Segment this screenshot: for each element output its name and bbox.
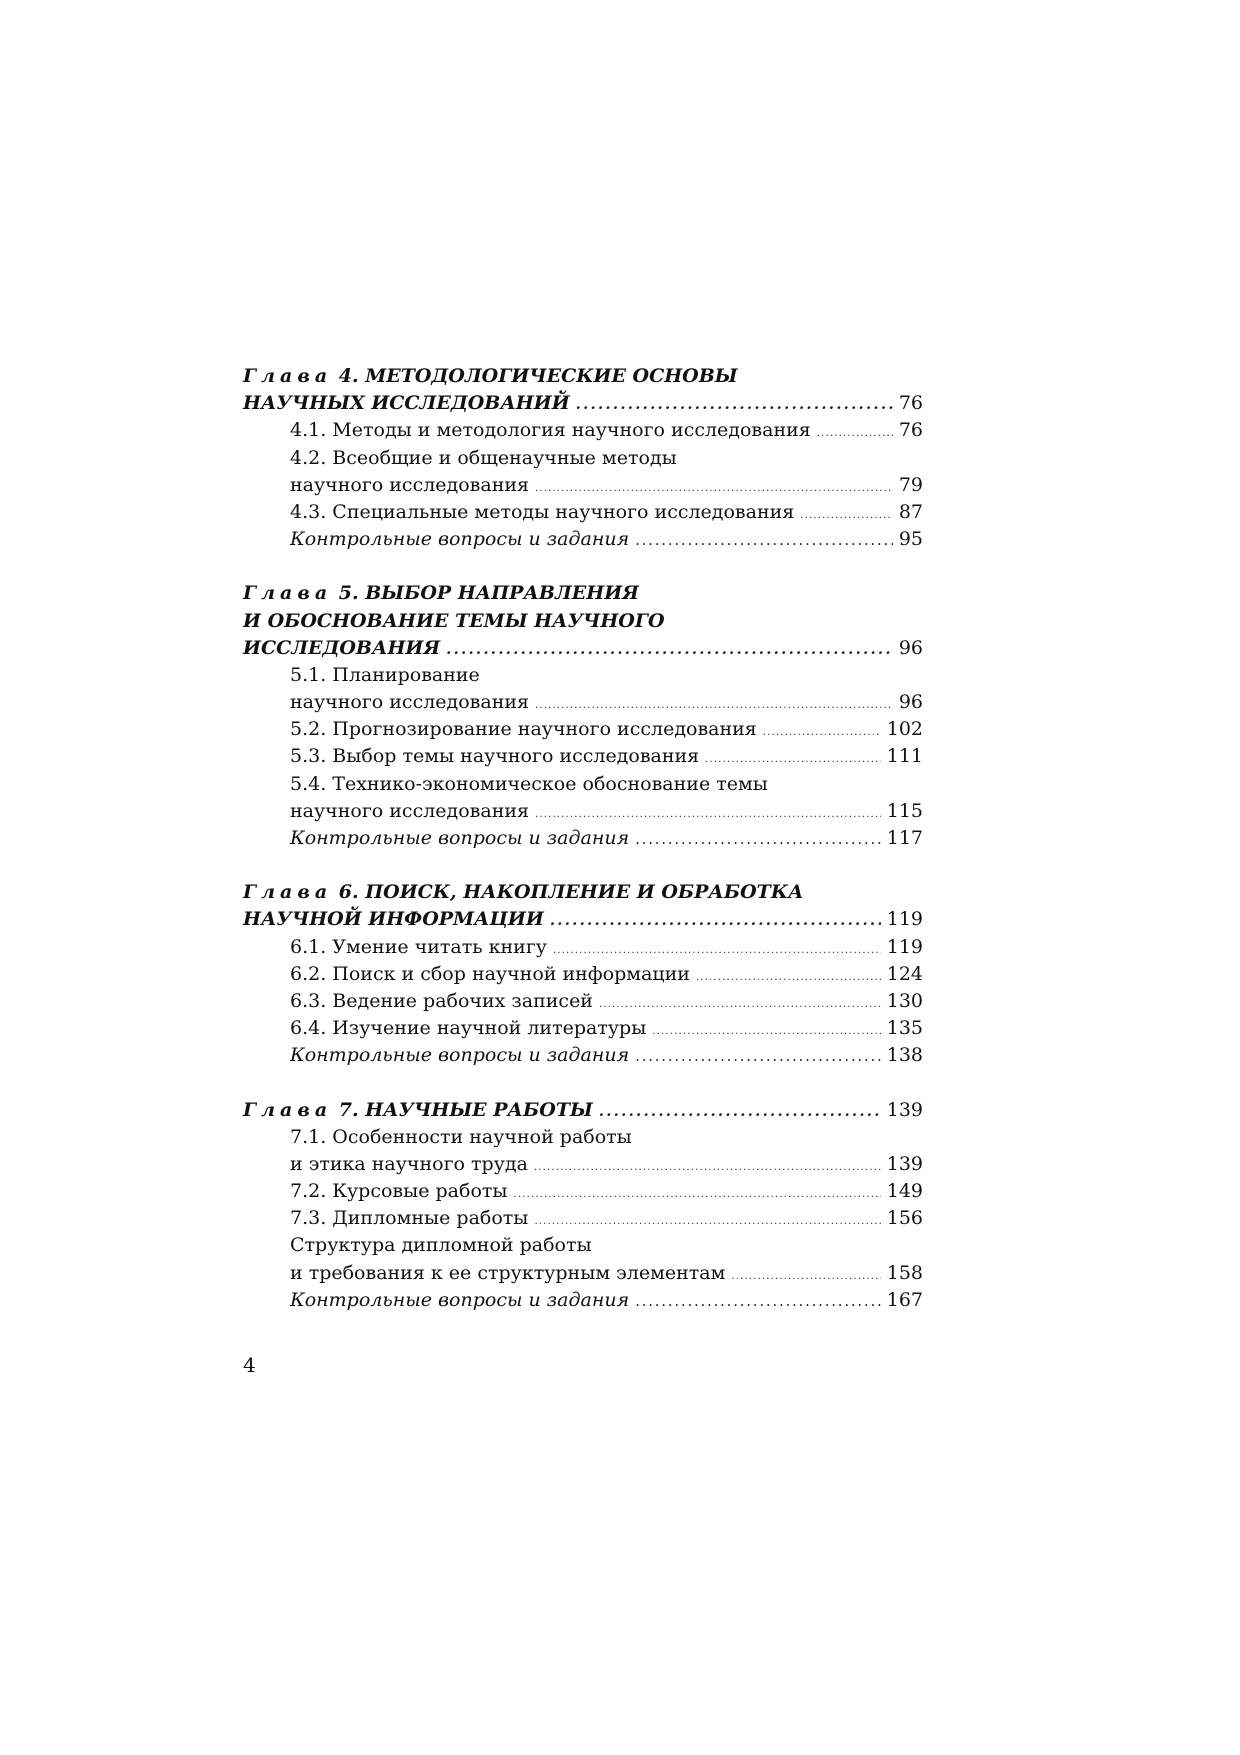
entry-title: Контрольные вопросы и задания xyxy=(290,528,630,551)
leader-dots xyxy=(550,906,881,934)
chapter-heading-line xyxy=(243,363,923,390)
page-ref: 156 xyxy=(886,1207,923,1230)
entry-title: 7.2. Курсовые работы xyxy=(290,1180,508,1203)
chapter-title: И ОБОСНОВАНИЕ ТЕМЫ НАУЧНОГО xyxy=(243,609,665,632)
entry-title: 6.4. Изучение научной литературы xyxy=(290,1017,647,1040)
chapter-heading-line xyxy=(243,580,923,607)
leader-dots xyxy=(535,472,893,502)
entry-title: научного исследования xyxy=(290,691,530,714)
toc-entry xyxy=(243,825,923,852)
leader-dots xyxy=(599,1097,881,1125)
toc-entry-line xyxy=(243,1232,923,1259)
leader-dots xyxy=(652,1015,880,1045)
leader-dots xyxy=(553,934,881,964)
chapter-heading-line xyxy=(243,879,923,906)
toc-entry xyxy=(243,988,923,1015)
toc-entry xyxy=(243,1205,923,1232)
toc-entry xyxy=(243,689,923,716)
toc-entry xyxy=(243,1178,923,1205)
page-ref: 149 xyxy=(886,1180,923,1203)
leader-dots xyxy=(817,417,893,447)
leader-dots xyxy=(514,1178,881,1208)
chapter-4 xyxy=(243,363,923,553)
toc-entry-line xyxy=(243,662,923,689)
page-ref: 158 xyxy=(886,1261,923,1284)
page-ref: 124 xyxy=(886,962,923,985)
entry-title: Структура дипломной работы xyxy=(290,1234,592,1257)
chapter-title: 4. МЕТОДОЛОГИЧЕСКИЕ ОСНОВЫ xyxy=(338,365,738,387)
entry-title: 6.2. Поиск и сбор научной информации xyxy=(290,962,690,985)
leader-dots xyxy=(635,526,893,554)
toc-entry-line xyxy=(243,445,923,472)
chapter-6 xyxy=(243,879,923,1069)
entry-title: и требования к ее структурным элементам xyxy=(290,1261,726,1284)
toc-entry xyxy=(243,472,923,499)
leader-dots xyxy=(446,635,893,663)
page-ref: 87 xyxy=(898,500,923,523)
leader-dots xyxy=(534,1151,881,1181)
leader-dots xyxy=(535,798,881,828)
page-ref: 139 xyxy=(886,1152,923,1175)
leader-dots xyxy=(731,1260,880,1290)
chapter-prefix: Глава xyxy=(243,365,333,387)
page-ref: 102 xyxy=(886,718,923,741)
chapter-7 xyxy=(243,1097,923,1315)
page-number: 4 xyxy=(243,1353,256,1377)
toc-entry xyxy=(243,1151,923,1178)
leader-dots xyxy=(535,689,893,719)
entry-title: 6.3. Ведение рабочих записей xyxy=(290,989,593,1012)
page-ref: 76 xyxy=(898,419,923,442)
entry-title: 4.1. Методы и методология научного исследования xyxy=(290,419,811,442)
toc-entry xyxy=(243,1287,923,1314)
toc-entry xyxy=(243,934,923,961)
leader-dots xyxy=(696,961,881,991)
page-ref: 111 xyxy=(886,745,923,768)
entry-title: 5.2. Прогнозирование научного исследования xyxy=(290,718,757,741)
chapter-title: 5. ВЫБОР НАПРАВЛЕНИЯ xyxy=(338,582,639,605)
entry-title: и этика научного труда xyxy=(290,1152,528,1175)
toc-entry-line xyxy=(243,1124,923,1151)
leader-dots xyxy=(705,743,881,773)
page-ref: 119 xyxy=(886,935,923,958)
leader-dots xyxy=(800,499,893,529)
toc-entry xyxy=(243,961,923,988)
toc-entry xyxy=(243,417,923,444)
page-ref: 96 xyxy=(898,691,923,714)
chapter-prefix: Глава xyxy=(243,1098,333,1121)
toc-entry-line xyxy=(243,771,923,798)
page-ref: 139 xyxy=(886,1098,923,1121)
chapter-heading-line xyxy=(243,635,923,662)
chapter-prefix: Глава xyxy=(243,881,333,904)
table-of-contents xyxy=(243,363,923,1341)
leader-dots xyxy=(576,390,893,418)
leader-dots xyxy=(763,716,881,746)
entry-title: 7.1. Особенности научной работы xyxy=(290,1125,632,1148)
leader-dots xyxy=(635,825,881,853)
toc-entry xyxy=(243,1015,923,1042)
entry-title: 5.1. Планирование xyxy=(290,663,480,686)
leader-dots xyxy=(635,1287,881,1315)
page-ref: 95 xyxy=(898,528,923,551)
chapter-heading-line xyxy=(243,608,923,635)
entry-title: Контрольные вопросы и задания xyxy=(290,1288,630,1311)
page-ref: 138 xyxy=(886,1044,923,1067)
entry-title: научного исследования xyxy=(290,473,530,496)
leader-dots xyxy=(635,1042,881,1070)
chapter-title: 6. ПОИСК, НАКОПЛЕНИЕ И ОБРАБОТКА xyxy=(338,881,804,904)
chapter-heading-line xyxy=(243,906,923,933)
leader-dots xyxy=(534,1205,880,1235)
page-ref: 130 xyxy=(886,989,923,1012)
toc-entry xyxy=(243,743,923,770)
entry-title: 6.1. Умение читать книгу xyxy=(290,935,547,958)
chapter-title: НАУЧНЫХ ИССЛЕДОВАНИЙ xyxy=(243,392,570,415)
page-ref: 79 xyxy=(898,473,923,496)
entry-title: 4.2. Всеобщие и общенаучные методы xyxy=(290,446,677,469)
page-ref: 119 xyxy=(886,908,923,931)
toc-entry xyxy=(243,499,923,526)
entry-title: научного исследования xyxy=(290,799,530,822)
entry-title: 5.4. Технико-экономическое обоснование темы xyxy=(290,772,768,795)
page-ref: 96 xyxy=(898,636,923,659)
toc-entry xyxy=(243,798,923,825)
page-ref: 135 xyxy=(886,1017,923,1040)
chapter-title: НАУЧНОЙ ИНФОРМАЦИИ xyxy=(243,908,544,931)
chapter-heading-line xyxy=(243,390,923,417)
toc-entry xyxy=(243,1042,923,1069)
page-ref: 76 xyxy=(898,392,923,415)
entry-title: Контрольные вопросы и задания xyxy=(290,1044,630,1067)
entry-title: 5.3. Выбор темы научного исследования xyxy=(290,745,700,768)
chapter-title: ИССЛЕДОВАНИЯ xyxy=(243,636,441,659)
toc-entry xyxy=(243,716,923,743)
entry-title: 4.3. Специальные методы научного исследования xyxy=(290,500,795,523)
chapter-title: 7. НАУЧНЫЕ РАБОТЫ xyxy=(338,1098,593,1121)
chapter-5 xyxy=(243,580,923,852)
entry-title: Контрольные вопросы и задания xyxy=(290,827,630,849)
page-ref: 115 xyxy=(886,799,923,822)
page-ref: 117 xyxy=(886,827,923,849)
entry-title: 7.3. Дипломные работы xyxy=(290,1207,529,1230)
toc-entry xyxy=(243,526,923,553)
chapter-heading-line xyxy=(243,1097,923,1124)
chapter-prefix: Глава xyxy=(243,582,333,605)
page-ref: 167 xyxy=(886,1288,923,1311)
leader-dots xyxy=(599,988,881,1018)
toc-entry xyxy=(243,1260,923,1287)
